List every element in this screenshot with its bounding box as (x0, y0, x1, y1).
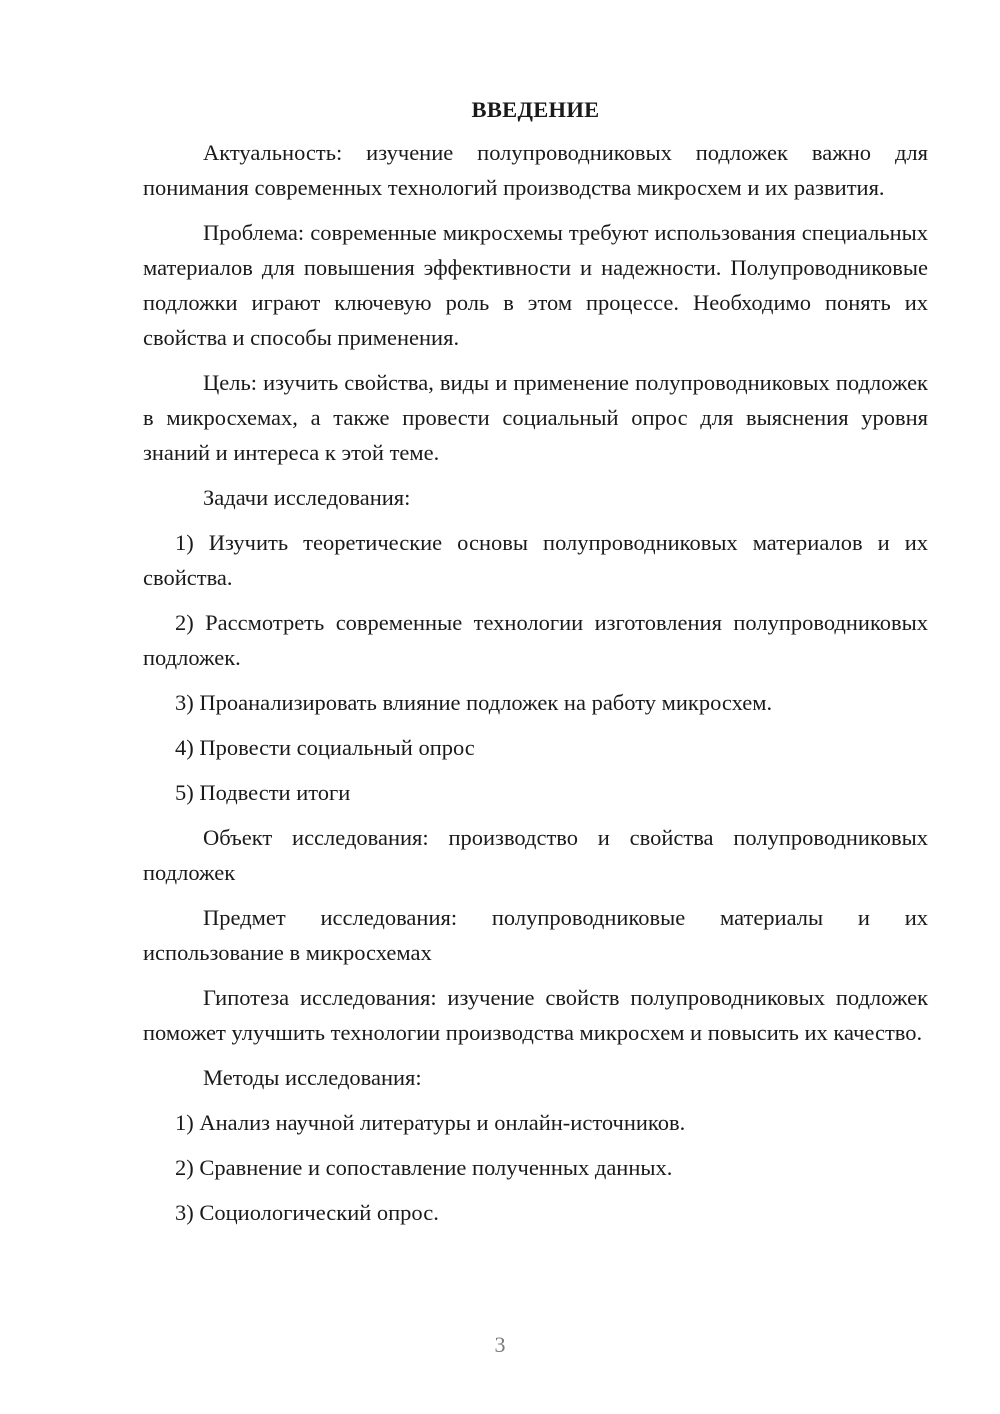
task-item-2: 2) Рассмотреть современные технологии изготовления полупроводниковых подложек. (143, 610, 928, 670)
task-item-3: 3) Проанализировать влияние подложек на работу микросхем. (175, 690, 773, 715)
method-item-2: 2) Сравнение и сопоставление полученных данных. (175, 1155, 673, 1180)
task-item-5: 5) Подвести итоги (175, 780, 351, 805)
paragraph-problem: Проблема: современные микросхемы требуют использования специальных материалов для повышения эффективности и надежности. Полупроводниковые подложки играют ключевую роль в этом процессе. Необходимо понять их свойства и способы применения. (143, 220, 928, 350)
method-item-1: 1) Анализ научной литературы и онлайн-источников. (175, 1110, 686, 1135)
page-number: 3 (494, 1332, 506, 1357)
paragraph-methods-heading: Методы исследования: (203, 1065, 422, 1090)
method-item-3: 3) Социологический опрос. (175, 1200, 439, 1225)
task-item-4: 4) Провести социальный опрос (175, 735, 475, 760)
paragraph-object: Объект исследования: производство и свойства полупроводниковых подложек (143, 825, 928, 885)
paragraph-tasks-heading: Задачи исследования: (203, 485, 411, 510)
paragraph-subject: Предмет исследования: полупроводниковые материалы и их использование в микросхемах (143, 905, 928, 965)
paragraph-relevance: Актуальность: изучение полупроводниковых подложек важно для понимания современных технологий производства микросхем и их развития. (143, 140, 928, 200)
task-item-1: 1) Изучить теоретические основы полупроводниковых материалов и их свойства. (143, 530, 928, 590)
section-title: ВВЕДЕНИЕ (471, 97, 600, 122)
document-page (143, 92, 928, 1240)
paragraph-hypothesis: Гипотеза исследования: изучение свойств полупроводниковых подложек поможет улучшить технологии производства микросхем и повысить их качество. (143, 985, 928, 1045)
paragraph-goal: Цель: изучить свойства, виды и применение полупроводниковых подложек в микросхемах, а также провести социальный опрос для выяснения уровня знаний и интереса к этой теме. (143, 370, 928, 465)
